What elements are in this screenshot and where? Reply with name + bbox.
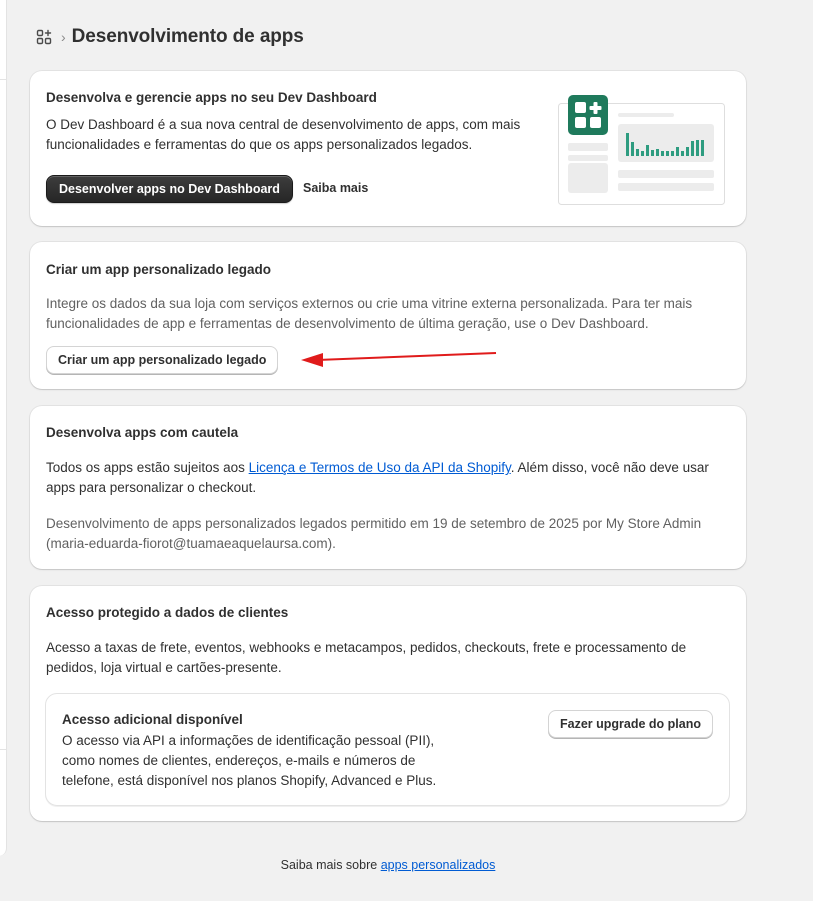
page-header — [36, 24, 304, 50]
learn-more-button[interactable]: Saiba mais — [303, 181, 369, 195]
card-text-line: funcionalidades e ferramentas do que os apps personalizados legados. — [46, 137, 473, 152]
dev-dashboard-button[interactable]: Desenvolver apps no Dev Dashboard — [46, 175, 293, 203]
create-legacy-app-button[interactable]: Criar um app personalizado legado — [46, 346, 278, 374]
upgrade-plan-button[interactable]: Fazer upgrade do plano — [548, 710, 713, 738]
text-prefix: Todos os apps estão sujeitos aos — [46, 460, 249, 475]
card-text-line: O Dev Dashboard é a sua nova central de desenvolvimento de apps, com mais — [46, 117, 521, 132]
permission-meta-line: (maria-eduarda-fiorot@tuamaeaquelaursa.com). — [46, 536, 336, 551]
customer-data-card — [30, 586, 746, 821]
card-title: Desenvolva e gerencie apps no seu Dev Dashboard — [46, 90, 377, 105]
chevron-right-icon: › — [61, 29, 66, 45]
card-text-line: Acesso a taxas de frete, eventos, webhooks e metacampos, pedidos, checkouts, frete e processamento de — [46, 640, 687, 655]
permission-meta-line: Desenvolvimento de apps personalizados legados permitido em 19 de setembro de 2025 por My Store Admin — [46, 516, 702, 531]
card-title: Criar um app personalizado legado — [46, 262, 272, 277]
card-text-line: apps para personalizar o checkout. — [46, 480, 257, 495]
card-title: Desenvolva apps com cautela — [46, 425, 239, 440]
caution-card — [30, 406, 746, 569]
custom-apps-link[interactable]: apps personalizados — [380, 858, 496, 872]
card-text-line: pedidos, loja virtual e cartões-presente. — [46, 660, 282, 675]
additional-access-text: telefone, está disponível nos planos Shopify, Advanced e Plus. — [62, 773, 437, 788]
apps-icon[interactable] — [36, 29, 52, 45]
additional-access-text: como nomes de clientes, endereços, e-mails e números de — [62, 753, 416, 768]
api-terms-link[interactable]: Licença e Termos de Uso da API da Shopify — [248, 460, 511, 475]
footer-text: Saiba mais sobre — [280, 858, 381, 872]
card-text-line: funcionalidades de app e ferramentas de desenvolvimento de última geração, use o Dev Dashboard. — [46, 316, 649, 331]
footer — [0, 858, 776, 872]
legacy-app-card — [30, 242, 746, 389]
additional-access-title: Acesso adicional disponível — [62, 712, 243, 727]
dev-dashboard-card — [30, 71, 746, 226]
text-suffix: . Além disso, você não deve usar — [510, 460, 709, 475]
card-text-line — [46, 458, 709, 478]
additional-access-box — [45, 693, 730, 806]
red-arrow — [295, 346, 500, 368]
additional-access-text: O acesso via API a informações de identificação pessoal (PII), — [62, 733, 435, 748]
card-text-line: Integre os dados da sua loja com serviços externos ou crie uma vitrine externa personalizada. Para ter mais — [46, 296, 693, 311]
card-title: Acesso protegido a dados de clientes — [46, 605, 289, 620]
dev-dashboard-illustration — [558, 95, 728, 207]
page-title: Desenvolvimento de apps — [71, 26, 304, 47]
left-rail — [0, 0, 7, 856]
